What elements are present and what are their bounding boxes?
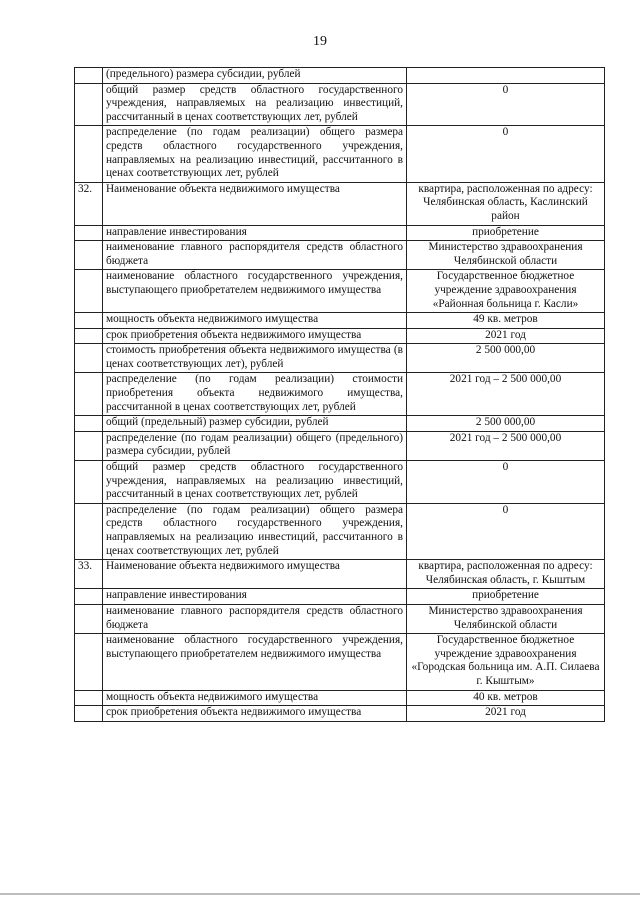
parameter-value: квартира, расположенная по адресу: Челябинская область, г. Кыштым — [407, 560, 605, 589]
parameter-value: 2021 год – 2 500 000,00 — [407, 373, 605, 416]
table-row — [75, 344, 605, 373]
parameter-value: 0 — [407, 83, 605, 126]
parameter-value: 0 — [407, 126, 605, 182]
item-number — [75, 589, 103, 605]
item-number — [75, 690, 103, 706]
parameter-value: 49 кв. метров — [407, 313, 605, 329]
table-row — [75, 634, 605, 690]
parameter-name: распределение (по годам реализации) общего размера средств областного государственного учреждения, направляемых на реализацию инвестиций, рассчитанного в ценах соответствующих лет, рублей — [103, 126, 407, 182]
table-row — [75, 328, 605, 344]
table-row — [75, 225, 605, 241]
parameter-name: мощность объекта недвижимого имущества — [103, 313, 407, 329]
item-number — [75, 270, 103, 313]
parameter-name: распределение (по годам реализации) общего размера средств областного государственного учреждения, направляемых на реализацию инвестиций, рассчитанного в ценах соответствующих лет, рублей — [103, 503, 407, 559]
parameter-name: наименование областного государственного учреждения, выступающего приобретателем недвижимого имущества — [103, 634, 407, 690]
parameter-name: направление инвестирования — [103, 589, 407, 605]
table-row — [75, 270, 605, 313]
page-number: 19 — [313, 34, 327, 49]
item-number — [75, 83, 103, 126]
parameter-value: Государственное бюджетное учреждение здравоохранения «Районная больница г. Касли» — [407, 270, 605, 313]
item-number — [75, 416, 103, 432]
item-number — [75, 604, 103, 633]
parameter-name: (предельного) размера субсидии, рублей — [103, 68, 407, 84]
parameter-value: 2021 год – 2 500 000,00 — [407, 431, 605, 460]
parameter-name: срок приобретения объекта недвижимого имущества — [103, 706, 407, 722]
parameter-name: направление инвестирования — [103, 225, 407, 241]
item-number — [75, 313, 103, 329]
parameter-name: общий размер средств областного государственного учреждения, направляемых на реализацию инвестиций, рассчитанный в ценах соответствующих лет, рублей — [103, 83, 407, 126]
item-number — [75, 241, 103, 270]
table-row — [75, 589, 605, 605]
parameter-name: Наименование объекта недвижимого имущества — [103, 182, 407, 225]
item-number — [75, 431, 103, 460]
table-row — [75, 373, 605, 416]
parameter-name: стоимость приобретения объекта недвижимого имущества (в ценах соответствующих лет), рублей — [103, 344, 407, 373]
table-row — [75, 431, 605, 460]
scan-edge-line — [0, 893, 640, 895]
parameter-name: мощность объекта недвижимого имущества — [103, 690, 407, 706]
parameter-value: 2021 год — [407, 706, 605, 722]
item-number — [75, 634, 103, 690]
parameter-name: наименование главного распорядителя средств областного бюджета — [103, 241, 407, 270]
item-number: 32. — [75, 182, 103, 225]
item-number — [75, 503, 103, 559]
table-row — [75, 706, 605, 722]
parameter-value: 2 500 000,00 — [407, 344, 605, 373]
table-row — [75, 461, 605, 504]
parameter-value: Министерство здравоохранения Челябинской области — [407, 241, 605, 270]
table-row — [75, 560, 605, 589]
table-row — [75, 241, 605, 270]
investment-table — [74, 67, 605, 722]
parameter-name: распределение (по годам реализации) общего (предельного) размера субсидии, рублей — [103, 431, 407, 460]
table-row — [75, 182, 605, 225]
parameter-value: приобретение — [407, 589, 605, 605]
item-number — [75, 373, 103, 416]
item-number — [75, 68, 103, 84]
parameter-value: Министерство здравоохранения Челябинской области — [407, 604, 605, 633]
table-row — [75, 83, 605, 126]
item-number — [75, 225, 103, 241]
table-row — [75, 604, 605, 633]
table-row — [75, 503, 605, 559]
parameter-value — [407, 68, 605, 84]
parameter-name: общий размер средств областного государственного учреждения, направляемых на реализацию инвестиций, рассчитанный в ценах соответствующих лет, рублей — [103, 461, 407, 504]
parameter-name: наименование областного государственного учреждения, выступающего приобретателем недвижимого имущества — [103, 270, 407, 313]
table-row — [75, 313, 605, 329]
table-row — [75, 690, 605, 706]
table-row — [75, 126, 605, 182]
parameter-value: квартира, расположенная по адресу: Челябинская область, Каслинский район — [407, 182, 605, 225]
parameter-name: распределение (по годам реализации) стоимости приобретения объекта недвижимого имущества, рассчитанной в ценах соответствующих лет, рублей — [103, 373, 407, 416]
parameter-value: 2 500 000,00 — [407, 416, 605, 432]
item-number — [75, 328, 103, 344]
parameter-value: Государственное бюджетное учреждение здравоохранения «Городская больница им. А.П. Силаева г. Кыштым» — [407, 634, 605, 690]
item-number — [75, 706, 103, 722]
table-row — [75, 68, 605, 84]
parameter-name: срок приобретения объекта недвижимого имущества — [103, 328, 407, 344]
item-number — [75, 461, 103, 504]
table-row — [75, 416, 605, 432]
parameter-name: Наименование объекта недвижимого имущества — [103, 560, 407, 589]
item-number: 33. — [75, 560, 103, 589]
parameter-value: 0 — [407, 503, 605, 559]
table-body — [75, 68, 605, 722]
parameter-name: наименование главного распорядителя средств областного бюджета — [103, 604, 407, 633]
parameter-value: 0 — [407, 461, 605, 504]
parameter-name: общий (предельный) размер субсидии, рублей — [103, 416, 407, 432]
parameter-value: 2021 год — [407, 328, 605, 344]
item-number — [75, 344, 103, 373]
parameter-value: приобретение — [407, 225, 605, 241]
parameter-value: 40 кв. метров — [407, 690, 605, 706]
item-number — [75, 126, 103, 182]
